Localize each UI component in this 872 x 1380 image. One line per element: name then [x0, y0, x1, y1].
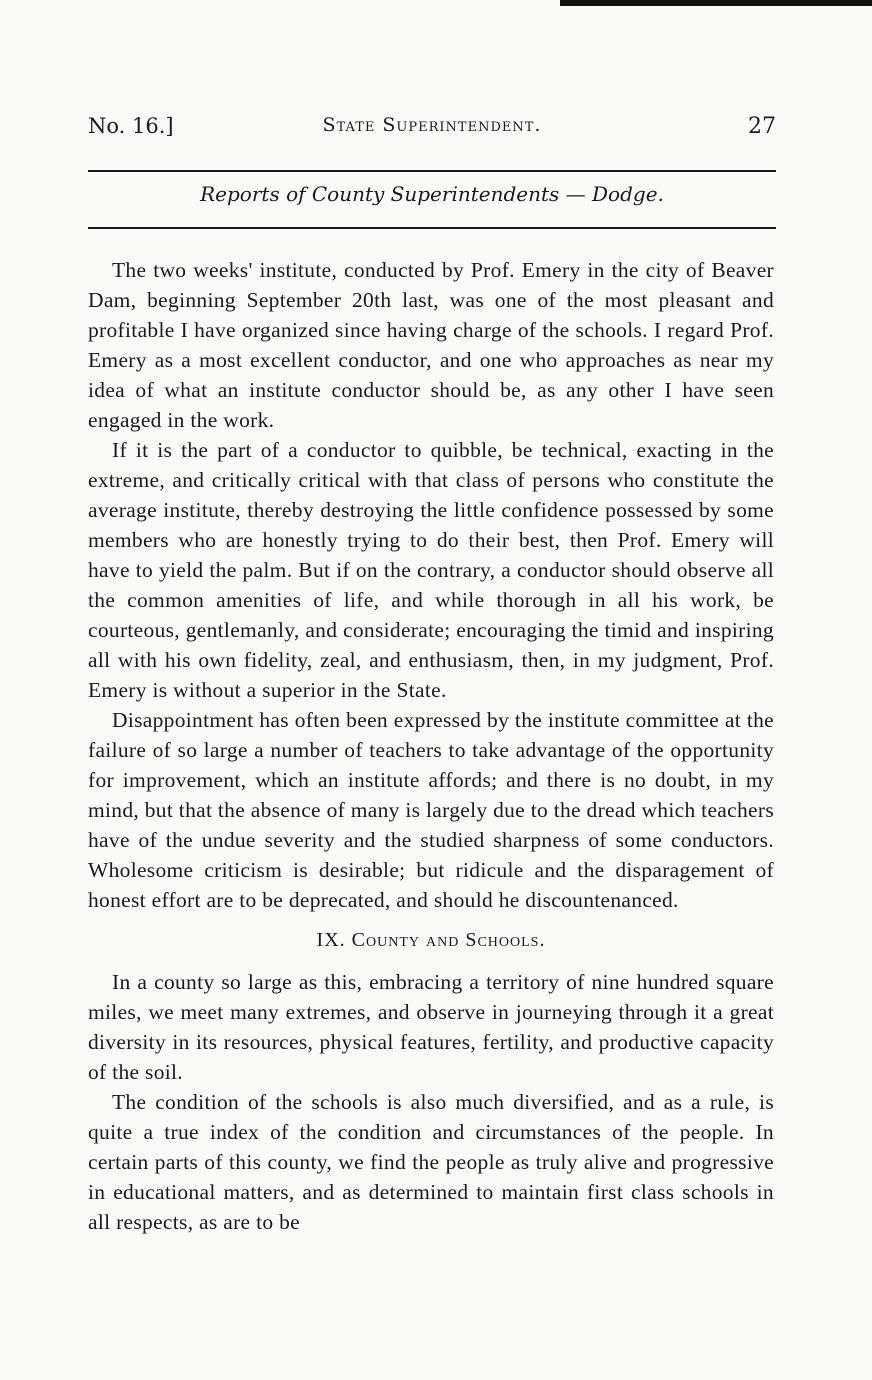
page-corner-rule	[560, 0, 872, 6]
section-subheading: Reports of County Superintendents — Dodge.	[200, 182, 664, 206]
header-rule-top	[88, 170, 776, 172]
paragraph: If it is the part of a conductor to quibble, be technical, exacting in the extreme, and critically critical with that class of persons who constitute the average institute, thereby destroying the little confidence possessed by some members who are honestly trying to do their best, then Prof. Emery will have to yield the palm. But if on the contrary, a conductor should observe all the common amenities of life, and while thorough in all his work, be courteous, gentlemanly, and considerate; encouraging the timid and inspiring all with his own fidelity, zeal, and enthusiasm, then, in my judgment, Prof. Emery is without a superior in the State.	[88, 438, 774, 702]
page-number: 27	[748, 114, 776, 139]
document-number: No. 16.]	[88, 114, 174, 138]
section-title: IX. County and Schools.	[316, 929, 546, 951]
body-text	[88, 255, 774, 1237]
running-header	[88, 114, 776, 142]
paragraph: Disappointment has often been expressed by the institute committee at the failure of so large a number of teachers to take advantage of the opportunity for improvement, which an institute affords; and there is no doubt, in my mind, but that the absence of many is largely due to the dread which teachers have of the undue severity and the studied sharpness of some conductors. Wholesome criticism is desirable; but ridicule and the disparagement of honest effort are to be deprecated, and should he discountenanced.	[88, 708, 774, 912]
paragraph: The two weeks' institute, conducted by Prof. Emery in the city of Beaver Dam, beginning September 20th last, was one of the most pleasant and profitable I have organized since having charge of the schools. I regard Prof. Emery as a most excellent conductor, and one who approaches as near my idea of what an institute conductor should be, as any other I have seen engaged in the work.	[88, 258, 774, 432]
paragraph: The condition of the schools is also much diversified, and as a rule, is quite a true index of the condition and circumstances of the people. In certain parts of this county, we find the people as truly alive and progressive in educational matters, and as determined to maintain first class schools in all respects, as are to be	[88, 1090, 774, 1234]
paragraph: In a county so large as this, embracing a territory of nine hundred square miles, we meet many extremes, and observe in journeying through it a great diversity in its resources, physical features, fertility, and productive capacity of the soil.	[88, 970, 774, 1084]
header-rule-bottom	[88, 227, 776, 229]
running-title: State Superintendent.	[322, 114, 542, 136]
